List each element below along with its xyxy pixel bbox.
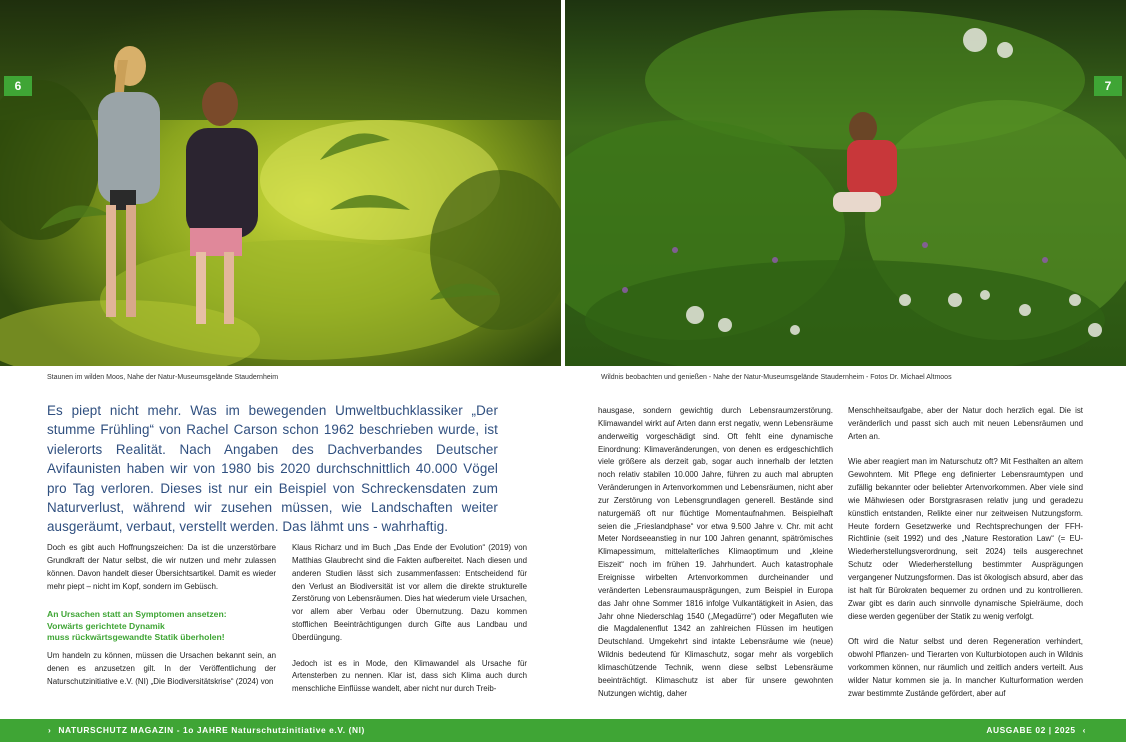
photo-caption-left: Staunen im wilden Moos, Nahe der Natur-Museumsgelände Staudernheim — [47, 374, 279, 381]
photo-wild-meadow — [565, 0, 1126, 366]
page-number-left: 6 — [4, 76, 32, 96]
subheading-line: Vorwärts gerichtete Dynamik — [47, 620, 165, 631]
text-column-4 — [848, 405, 1083, 700]
page-number-right: 7 — [1094, 76, 1122, 96]
text-column-3 — [598, 405, 833, 700]
footer-bar — [0, 719, 1126, 742]
paragraph: Oft wird die Natur selbst und deren Regeneration verhindert, obwohl Pflanzen- und Tierarten von Kulturbiotopen auch in Wildnis vorkommen können, nur räumlich und zeitlich anders verteilt. Aus wilder Natur kommen sie ja. In mancher Kulturformation werden zwar bestimmte Zustände gefördert, aber auf — [848, 637, 1083, 698]
section-subheading — [47, 609, 276, 644]
text-column-2 — [292, 542, 527, 696]
paragraph: Doch es gibt auch Hoffnungszeichen: Da ist die unzerstörbare Grundkraft der Natur selbst, die wir nutzen und mehr zulassen können. Davon handelt dieser Übersichtsartikel. Damit es wieder mehr piept – nicht im Kopf, sondern im Gebüsch. — [47, 543, 276, 591]
photo-wild-meadow-illustration — [565, 0, 1126, 366]
photo-caption-right: Wildnis beobachten und genießen - Nahe der Natur-Museumsgelände Staudernheim - Fotos Dr. Michael Altmoos — [601, 374, 952, 381]
paragraph: hausgase, sondern gewichtig durch Lebensraumzerstörung. Klimawandel wirkt auf Arten dann erst negativ, wenn Lebensräume anderweitig vorgeschädigt sind. Oft fehlt eine dynamische Einordnung: Klimaveränderungen, von denen es erdgeschichtlich viele größere als derzeit gab, sogar auch innerhalb der letzten noch relativ stabilen 10.000 Jahre, führen zu auch mal abrupten Veränderungen in Artenvorkommen und Lebensräumen, nicht aber zur Zerstörung von Lebensgrundlagen generell. Bestände sind naturgemäß oft nur flüchtige Momentaufnahmen. Beispielhaft seien die „Frieslandphase“ vor etwa 9.500 Jahre v. Chr. mit acht Meter Nordseeanstieg in nur 100 Jahren genannt, spätrömisches Klimapessimum, mittelalterliches Klimaoptimum und „kleine Eiszeit“ noch im frühen 19. Jahrhundert. Auch katastrophale Ereignisse wirbelten Artenvorkommen durcheinander und veränderten Lebensraumausprägungen, zum Beispiel in Europa das Jahr ohne Sommer 1816 infolge Vulkantätigkeit in Asien, das Jahr ohne Niederschlag 1540 („Megadürre“) oder Megafluten wie die Magdalenenflut 1342 an zahlreichen Flüssen im heutigen Deutschland. Umgekehrt sind intakte Lebensräume wie (neue) Wildnis bedeutend für Klimaschutz, sogar mehr als vorgeblich klimaschützende Technik, wenn diese selbst Lebensräume beeinträchtigt. Klimaschutz ist aber für unsere gewohnten Nutzungen wichtig, daher — [598, 406, 833, 698]
paragraph: Wie aber reagiert man im Naturschutz oft? Mit Festhalten an altem Gewohntem. Mit Pflege eng definierter Lebensraumtypen und zufällig bekannter oder beliebter Artenvorkommen. Aber viele sind wie Mähwiesen oder Borstgrasrasen relativ jung und geradezu künstlich entstanden, Relikte einer nur zeitweisen Nutzungsform. Heute fordern Gesetzwerke und Rechtsprechungen der FFH-Richtlinie (seit 1992) und des „Nature Restoration Law“ (= EU-Wiederherstellungsverordnung, seit 2024) teils ausgerechnet Schutz oder Wiederherstellung bestimmter Ausprägungen vergangener Nutzungsformen. Das ist ökologisch absurd, aber das ist halt für Bürokraten bequemer zu ordnen und zu kontrollieren. Zwar gibt es darin auch sinnvolle dynamische Spielräume, doch diese werden gegenüber der Statik zu wenig verfolgt. — [848, 457, 1083, 621]
magazine-title: NATURSCHUTZ MAGAZIN - 1o JAHRE Naturschutzinitiative e.V. (NI) — [58, 725, 365, 735]
footer-right — [986, 725, 1090, 735]
chevron-left-icon: ‹ — [1082, 725, 1086, 735]
paragraph: Jedoch ist es in Mode, den Klimawandel als Ursache für Artensterben zu nennen. Klar ist, dass sich Klima auch durch menschliche Einflüsse wandelt, aber nicht nur durch Treib- — [292, 658, 527, 694]
paragraph: Menschheitsaufgabe, aber der Natur doch herzlich egal. Die ist veränderlich und passt sich auch mit neuen Lebensräumen und Arten an. — [848, 406, 1083, 441]
paragraph: Klaus Richarz und im Buch „Das Ende der Evolution“ (2019) von Matthias Glaubrecht sind die Fakten aufbereitet. Nach diesen und anderen Studien lässt sich zusammenfassen: Entscheidend für den Verlust an Biodiversität ist vor allem die direkte strukturelle Zerstörung von Lebensräumen. Dies hat wiederum viele Ursachen, vor allem aber Verbau oder Übernutzung. Dazu kommen stofflichen Beeinträchtigungen durch Gifte aus Landbau und Überdüngung. — [292, 543, 527, 642]
subheading-line: An Ursachen statt an Symptomen ansetzen: — [47, 609, 227, 620]
photo-mossy-forest-illustration — [0, 0, 561, 366]
photo-mossy-forest — [0, 0, 561, 366]
footer-left — [44, 725, 365, 735]
paragraph: Um handeln zu können, müssen die Ursachen bekannt sein, an denen es anzusetzen gilt. In der Veröffentlichung der Naturschutzinitiative e.V. (NI) „Die Biodiversitätskrise“ (2024) von — [47, 650, 276, 686]
text-column-1 — [47, 542, 276, 688]
chevron-right-icon: › — [48, 725, 52, 735]
lead-paragraph: Es piept nicht mehr. Was im bewegenden Umweltbuchklassiker „Der stumme Frühling“ von Rachel Carson schon 1962 beschrieben wurde, ist vielerorts Realität. Nach Angaben des Dachverbandes Deutscher Avifaunisten haben wir von 1980 bis 2020 durchschnittlich 40.000 Vögel pro Tag verloren. Dieses ist nur ein Beispiel von Schreckensdaten zum Naturverlust, während wir zusehen müssen, wie Landschaften weiter ausgeräumt, verbaut, verstellt werden. Das lähmt uns - wahrhaftig. — [47, 403, 498, 535]
issue-label: AUSGABE 02 | 2025 — [986, 725, 1076, 735]
subheading-line: muss rückwärtsgewandte Statik überholen! — [47, 632, 225, 643]
